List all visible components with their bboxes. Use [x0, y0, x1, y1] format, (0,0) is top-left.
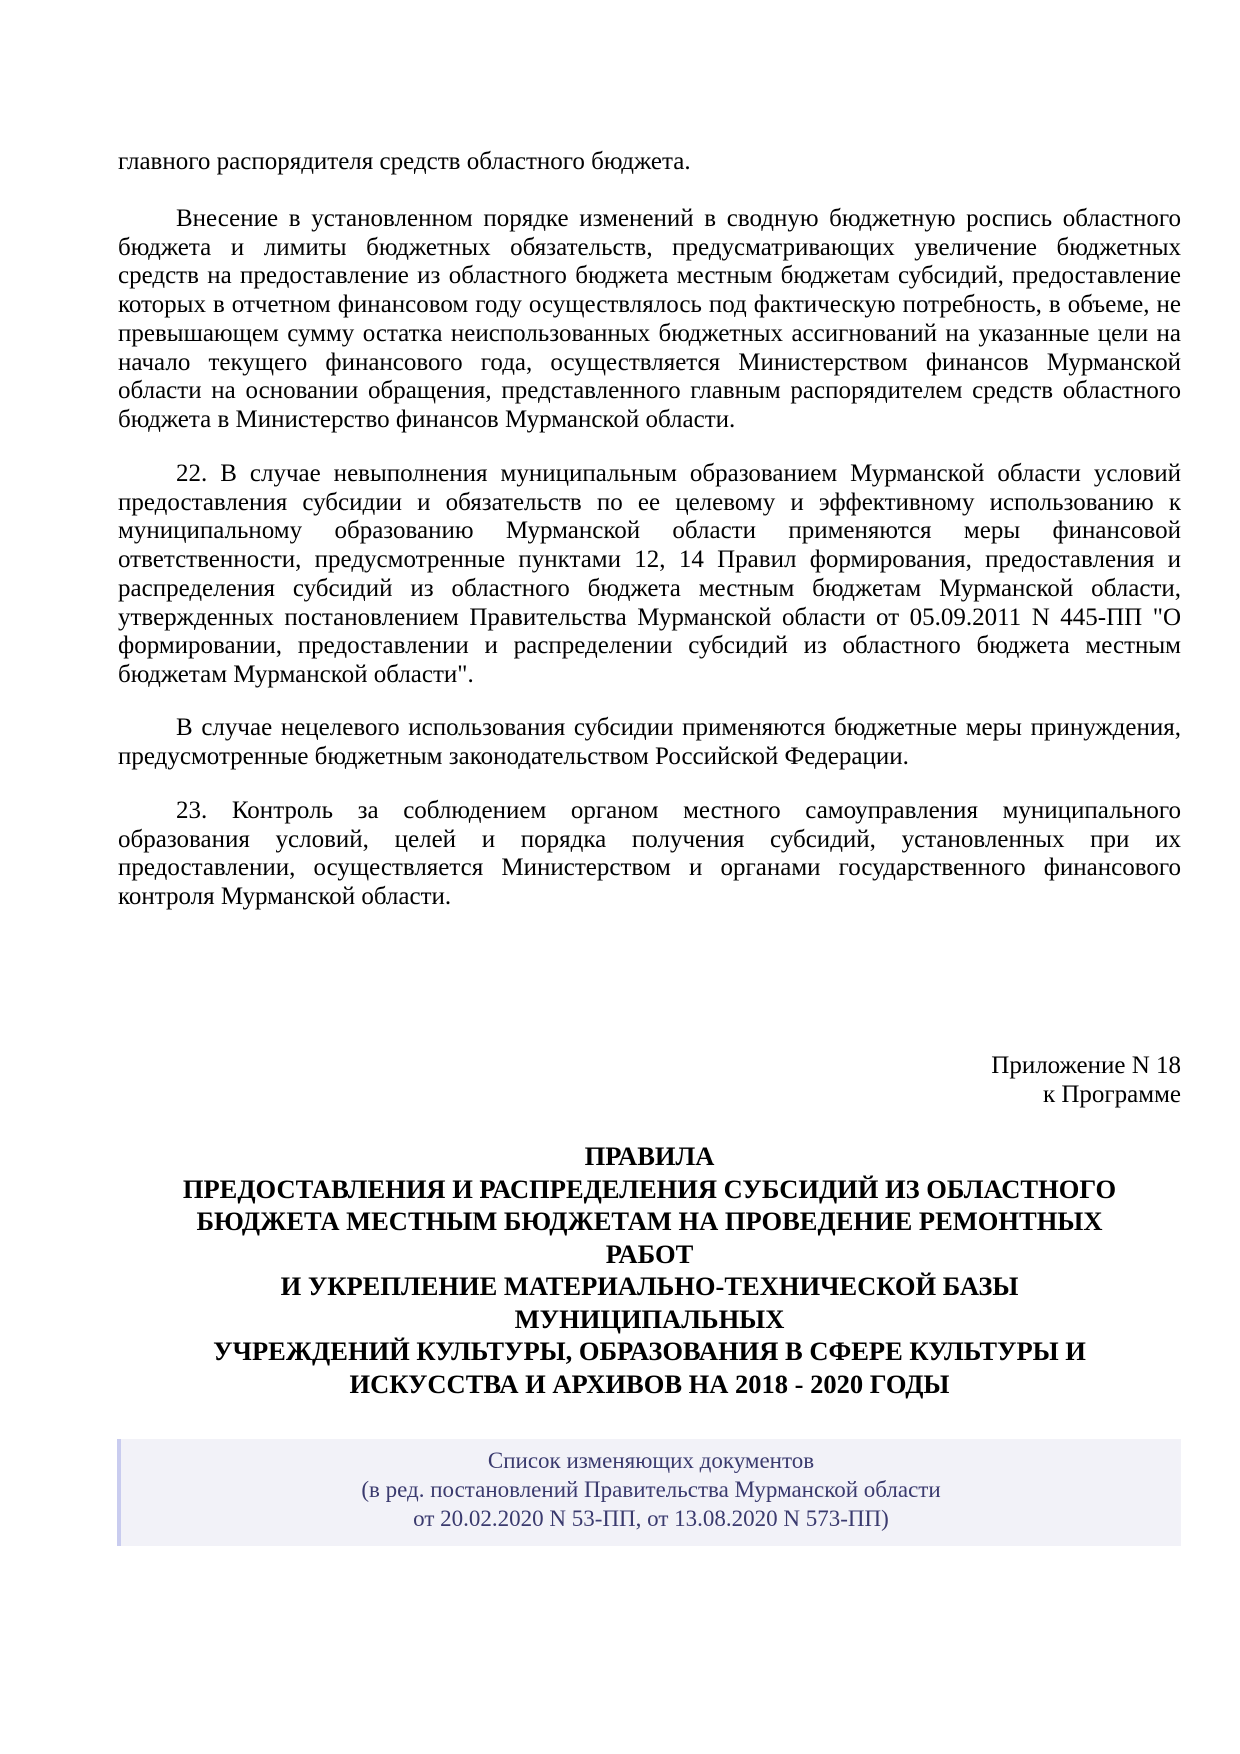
amendments-box — [117, 1439, 1181, 1546]
paragraph-line: главного распорядителя средств областного бюджета. — [118, 148, 691, 175]
title-line: МУНИЦИПАЛЬНЫХ — [514, 1303, 785, 1334]
paragraph-line: начало текущего финансового года, осуществляется Министерством финансов Мурманской — [118, 348, 1181, 376]
paragraph-line: которых в отчетном финансовом году осуществлялось под фактическую потребность, в объеме, не — [118, 291, 1181, 319]
title-line: РАБОТ — [605, 1238, 694, 1269]
paragraph-line: бюджета и лимиты бюджетных обязательств, предусматривающих увеличение бюджетных — [118, 233, 1181, 261]
paragraph-line: образования условий, целей и порядка получения субсидий, установленных при их — [118, 825, 1181, 853]
paragraph-line: утвержденных постановлением Правительства Мурманской области от 05.09.2011 N 445-ПП "О — [118, 603, 1181, 631]
paragraph-line: В случае нецелевого использования субсидии применяются бюджетные меры принуждения, — [176, 714, 1181, 741]
title-line: И УКРЕПЛЕНИЕ МАТЕРИАЛЬНО-ТЕХНИЧЕСКОЙ БАЗЫ — [280, 1271, 1019, 1301]
paragraph-line: ответственности, предусмотренные пунктами 12, 14 Правил формирования, предоставления и — [118, 546, 1181, 574]
paragraph-line: средств на предоставление из областного бюджета местным бюджетам субсидий, предоставление — [118, 262, 1181, 290]
paragraph-line: бюджета в Министерство финансов Мурманской области. — [118, 405, 736, 433]
paragraph-line: контроля Мурманской области. — [118, 883, 452, 911]
document-title — [118, 1140, 1181, 1400]
title-line: УЧРЕЖДЕНИЙ КУЛЬТУРЫ, ОБРАЗОВАНИЯ В СФЕРЕ КУЛЬТУРЫ И — [213, 1336, 1086, 1366]
paragraph-line: формировании, предоставлении и распределении субсидий из областного бюджета местным — [118, 632, 1181, 660]
paragraph-line: предоставления субсидии и обязательств по ее целевому и эффективному использованию к — [118, 488, 1181, 516]
paragraph-line: предоставлении, осуществляется Министерством и органами государственного финансового — [118, 854, 1181, 882]
paragraph-line: 22. В случае невыполнения муниципальным образованием Мурманской области условий — [176, 460, 1181, 487]
paragraph-line: бюджетам Мурманской области". — [118, 660, 474, 688]
title-line: ИСКУССТВА И АРХИВОВ НА 2018 - 2020 ГОДЫ — [349, 1368, 950, 1399]
appendix-program: к Программе — [1042, 1080, 1181, 1108]
paragraph-line: 23. Контроль за соблюдением органом местного самоуправления муниципального — [176, 797, 1181, 824]
paragraph — [118, 460, 1181, 690]
title-line: ПРАВИЛА — [584, 1141, 715, 1171]
paragraph-line: распределения субсидий из областного бюджета местным бюджетам Мурманской области, — [118, 574, 1181, 602]
paragraph — [118, 714, 1181, 771]
paragraph-line: муниципальному образованию Мурманской области применяются меры финансовой — [118, 517, 1181, 545]
appendix-reference — [991, 1052, 1181, 1109]
paragraph — [118, 148, 1181, 177]
paragraph — [118, 797, 1181, 912]
paragraph-line: Внесение в установленном порядке изменений в сводную бюджетную роспись областного — [176, 205, 1181, 232]
appendix-number: Приложение N 18 — [991, 1052, 1181, 1079]
title-line: ПРЕДОСТАВЛЕНИЯ И РАСПРЕДЕЛЕНИЯ СУБСИДИЙ ИЗ ОБЛАСТНОГО — [182, 1173, 1117, 1204]
paragraph — [118, 205, 1181, 435]
amendments-heading: Список изменяющих документов — [487, 1448, 815, 1473]
amendments-line: (в ред. постановлений Правительства Мурманской области — [361, 1477, 941, 1502]
title-line: БЮДЖЕТА МЕСТНЫМ БЮДЖЕТАМ НА ПРОВЕДЕНИЕ РЕМОНТНЫХ — [196, 1206, 1103, 1236]
amendments-line: от 20.02.2020 N 53-ПП, от 13.08.2020 N 573-ПП) — [413, 1506, 889, 1531]
paragraph-line: превышающем сумму остатка неиспользованных бюджетных ассигнований на указанные цели на — [118, 319, 1181, 347]
paragraph-line: предусмотренные бюджетным законодательством Российской Федерации. — [118, 742, 909, 770]
paragraph-line: области на основании обращения, представленного главным распорядителем средств областного — [118, 377, 1181, 405]
